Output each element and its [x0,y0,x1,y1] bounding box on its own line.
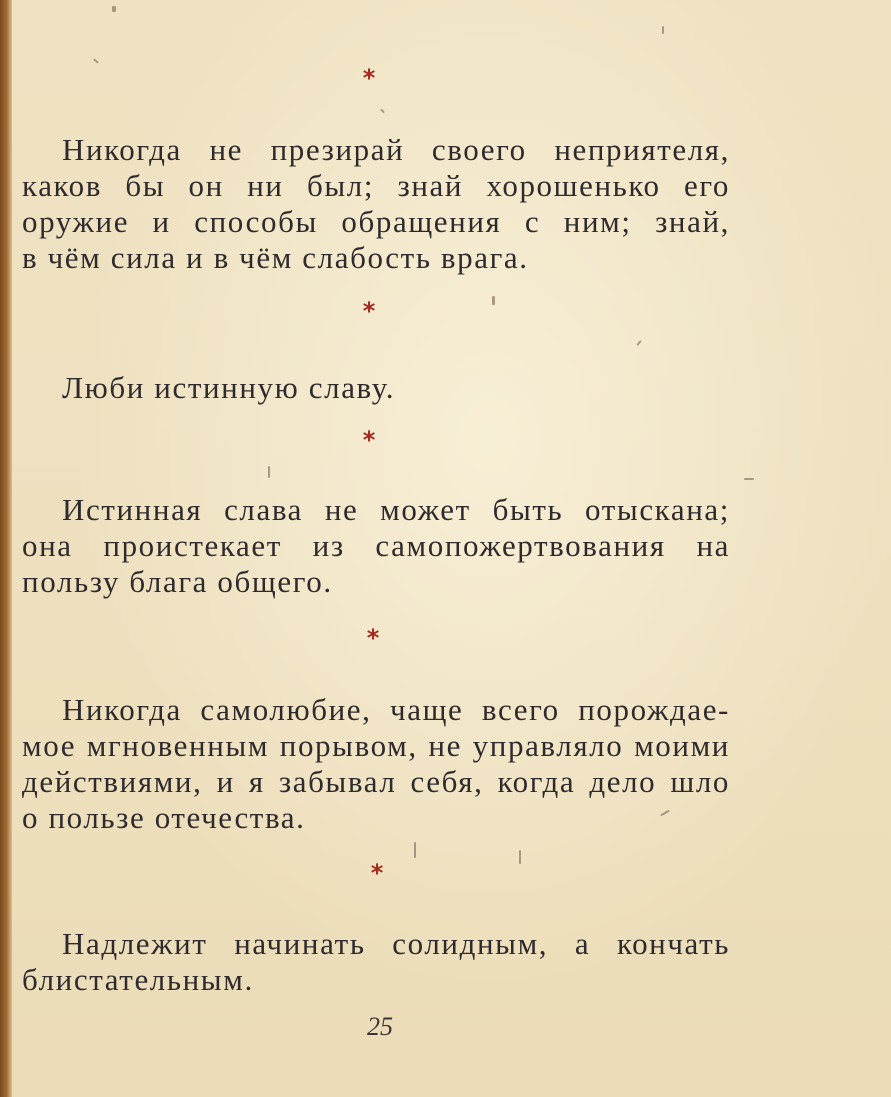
maxim-paragraph [22,926,730,998]
paper-speck [744,478,754,480]
maxim-paragraph [22,692,730,836]
paper-speck [112,6,116,12]
paper-speck [380,109,385,114]
text-line: действиями, и я забывал себя, когда дело шло [22,764,730,799]
maxim-paragraph [22,370,730,406]
text-line: Люби истинную славу. [62,370,396,405]
page-number: 25 [367,1012,393,1041]
text-line: Истинная слава не может быть отыскана; [62,492,730,527]
text-line: Никогда не презирай своего неприятеля, [62,132,730,167]
text-line: она проистекает из самопожертвования на [22,528,730,563]
paper-speck [662,26,664,34]
paper-speck [268,466,270,478]
maxim-paragraph [22,492,730,600]
text-line: о пользе отечества. [22,800,306,835]
separator-asterisk: * [362,64,376,92]
text-line: блистательным. [22,962,254,997]
maxim-paragraph [22,132,730,276]
text-line: мое мгновенным порывом, не управляло моими [22,728,730,763]
text-line: каков бы он ни был; знай хорошенько его [22,168,730,203]
paper-speck [414,842,416,858]
paper-speck [492,296,495,305]
text-line: Никогда самолюбие, чаще всего порождае- [62,692,730,727]
paper-speck [519,850,521,864]
text-line: пользу блага общего. [22,564,333,599]
separator-asterisk: * [362,297,376,325]
separator-asterisk: * [370,859,384,887]
book-spine-edge [0,0,12,1097]
separator-asterisk: * [366,624,380,652]
text-line: Надлежит начинать солидным, а кончать [62,926,730,961]
paper-speck [93,58,99,63]
separator-asterisk: * [362,426,376,454]
text-line: в чём сила и в чём слабость врага. [22,240,529,275]
paper-speck [636,340,641,346]
text-line: оружие и способы обращения с ним; знай, [22,204,730,239]
